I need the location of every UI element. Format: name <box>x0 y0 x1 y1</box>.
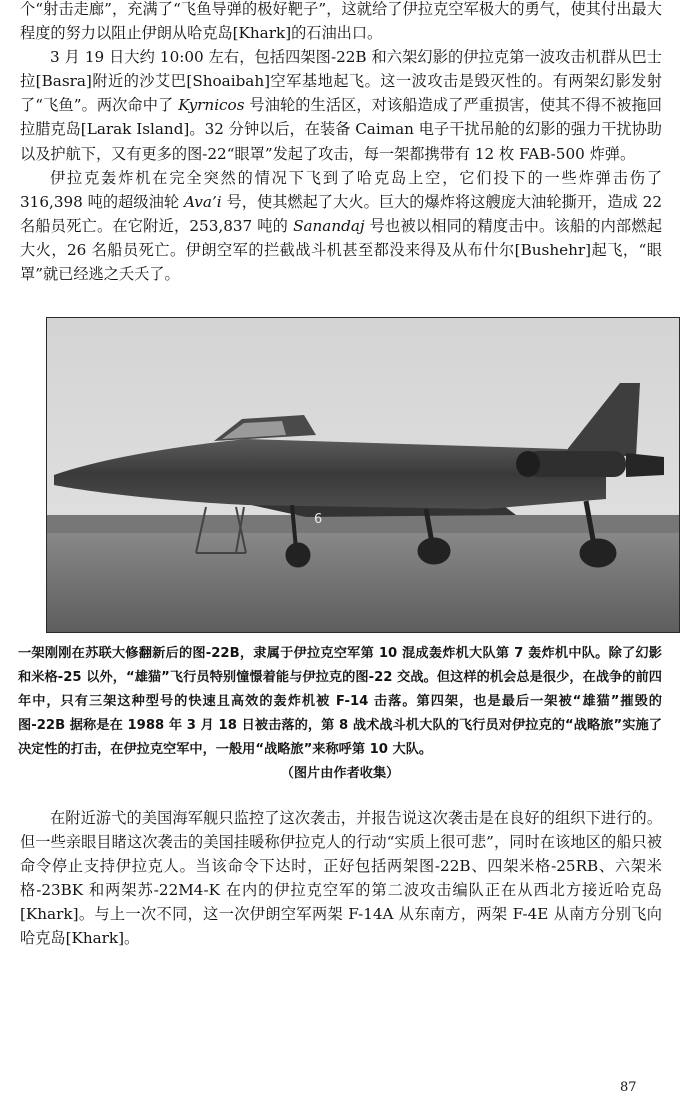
paragraph-text: 个“射击走廊”，充满了“飞鱼导弹的极好靶子”，这就给了伊拉克空军极大的勇气，使其付出最大程度的努力以阻止伊朗从哈克岛[Khark]的石油出口。 <box>20 0 662 43</box>
body-text-bottom <box>20 806 662 951</box>
paragraph-text: 3 月 19 日大约 10:00 左右，包括四架图-22B 和六架幻影的伊拉克第一波攻击机群从巴士拉[Basra]附近的沙艾巴[Shoaibah]空军基地起飞。这一波攻击是毁灭性的。有两架幻影发射了“飞鱼”。两次命中了 <box>20 48 662 115</box>
photo-credit: （图片由作者收集） <box>280 766 400 781</box>
paragraph-text: 在附近游弋的美国海军舰只监控了这次袭击，并报告说这次袭击是在良好的组织下进行的。但一些亲眼目睹这次袭击的美国挂暖称伊拉克人的行动“实质上很可悲”，同时在该地区的船只被命令停止支持伊拉克人。当该命令下达时，正好包括两架图-22B、四架米格-25RB、六架米格-23BK 和两架苏-22M4-K 在内的伊拉克空军的第二波攻击编队正在从西北方接近哈克岛[Khark]。与上一次不同，这一次伊朗空军两架 F-14A 从东南方，两架 F-4E 从南方分别飞向哈克岛[Khark]。 <box>20 809 662 948</box>
ship-name: Sanandaj <box>293 216 365 235</box>
page-number: 87 <box>620 1080 637 1095</box>
bottom-paragraph <box>20 806 662 951</box>
top-paragraph <box>20 45 662 165</box>
body-text-top <box>20 0 662 286</box>
aircraft-engine-pod <box>526 451 626 477</box>
ship-name: Kyrnicos <box>178 96 245 115</box>
paragraph-text: 号也被以相同的精度击中。该船的内部燃起大火，26 名船员死亡。伊朗空军的拦截战斗机甚至都没来得及从布什尔[Bushehr]起飞，“眼罩”就已经逃之夭夭了。 <box>20 216 663 284</box>
ship-name: Ava’i <box>183 192 222 211</box>
tail-number: 6 <box>314 512 323 527</box>
paragraph-text: 号，使其燃起了大火。巨大的爆炸将这艘庞大油轮撕开，造成 22 名船员死亡。在它附近，253,837 吨的 <box>20 192 662 235</box>
photo-caption: 一架刚刚在苏联大修翻新后的图-22B，隶属于伊拉克空军第 10 混成轰炸机大队第 7 轰炸机中队。除了幻影和米格-25 以外，“雄猫”飞行员特别憧憬着能与伊拉克的图-22 交战。但这样的机会总是很少，在战争的前四年中，只有三架这种型号的快速且高效的轰炸机被 F-14 击落。第四架，也是最后一架被“雄猫”摧毁的图-22B 据称是在 1988 年 3 月 18 日被击落的，第 8 战术战斗机大队的飞行员对伊拉克的“战略旅”实施了决定性的打击，在伊拉克空军中，一般用“战略旅”来称呼第 10 大队。 <box>18 646 662 757</box>
aircraft-photo <box>46 317 680 633</box>
top-paragraph <box>20 166 662 286</box>
paragraph-text: 伊拉克轰炸机在完全突然的情况下飞到了哈克岛上空，它们投下的一些炸弹击伤了 316,398 吨的超级油轮 <box>20 168 662 211</box>
paragraph-text: 号油轮的生活区，对该船造成了严重损害，使其不得不被拖回拉腊克岛[Larak Island]。32 分钟以后，在装备 Caiman 电子干扰吊舱的幻影的强力干扰协助以及护航下，又有更多的图-22“眼罩”发起了攻击，每一架都携带有 12 枚 FAB-500 炸弹。 <box>20 96 662 163</box>
top-paragraph <box>20 0 662 45</box>
